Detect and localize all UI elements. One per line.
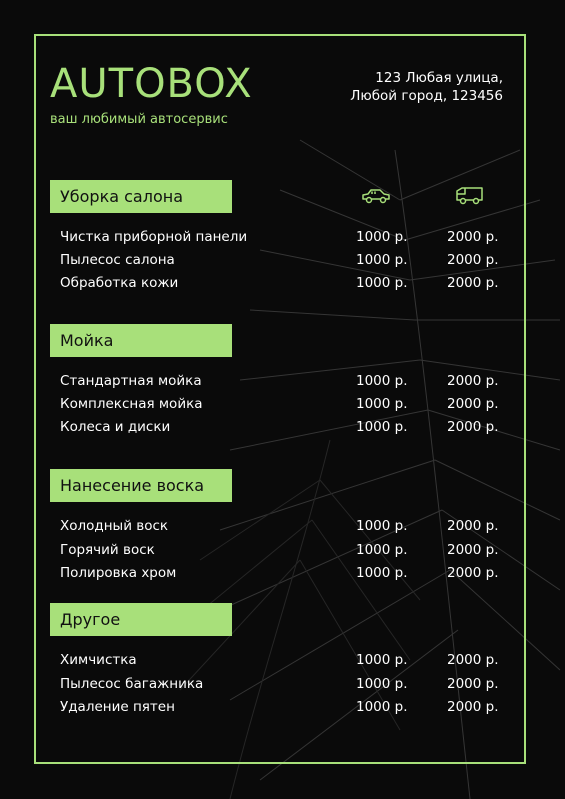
- price-car: 1000 р.: [356, 676, 408, 692]
- service-name: Колеса и диски: [60, 419, 171, 435]
- truck-icon: [455, 186, 485, 206]
- price-car: 1000 р.: [356, 518, 408, 534]
- service-name: Холодный воск: [60, 518, 169, 534]
- service-name: Полировка хром: [60, 565, 177, 581]
- section-header-wax: Нанесение воска: [50, 469, 232, 502]
- price-truck: 2000 р.: [447, 565, 499, 581]
- list-item: [60, 252, 500, 270]
- price-truck: 2000 р.: [447, 542, 499, 558]
- section-header-interior: Уборка салона: [50, 180, 232, 213]
- price-truck: 2000 р.: [447, 373, 499, 389]
- price-truck: 2000 р.: [447, 652, 499, 668]
- section-header-other: Другое: [50, 603, 232, 636]
- service-name: Горячий воск: [60, 542, 155, 558]
- list-item: [60, 676, 500, 694]
- list-item: [60, 396, 500, 414]
- price-truck: 2000 р.: [447, 229, 499, 245]
- price-truck: 2000 р.: [447, 252, 499, 268]
- price-car: 1000 р.: [356, 275, 408, 291]
- price-car: 1000 р.: [356, 396, 408, 412]
- price-truck: 2000 р.: [447, 275, 499, 291]
- price-car: 1000 р.: [356, 373, 408, 389]
- price-truck: 2000 р.: [447, 419, 499, 435]
- list-item: [60, 275, 500, 293]
- price-car: 1000 р.: [356, 652, 408, 668]
- price-car: 1000 р.: [356, 565, 408, 581]
- address-line-1: 123 Любая улица,: [375, 70, 503, 86]
- price-truck: 2000 р.: [447, 396, 499, 412]
- list-item: [60, 518, 500, 536]
- list-item: [60, 419, 500, 437]
- service-name: Удаление пятен: [60, 699, 175, 715]
- price-car: 1000 р.: [356, 252, 408, 268]
- car-icon: [361, 186, 391, 206]
- price-car: 1000 р.: [356, 419, 408, 435]
- list-item: [60, 373, 500, 391]
- price-truck: 2000 р.: [447, 699, 499, 715]
- service-name: Стандартная мойка: [60, 373, 202, 389]
- list-item: [60, 229, 500, 247]
- service-name: Химчистка: [60, 652, 137, 668]
- price-car: 1000 р.: [356, 229, 408, 245]
- price-car: 1000 р.: [356, 699, 408, 715]
- service-name: Комплексная мойка: [60, 396, 203, 412]
- list-item: [60, 652, 500, 670]
- service-name: Пылесос салона: [60, 252, 175, 268]
- service-name: Обработка кожи: [60, 275, 179, 291]
- tagline: ваш любимый автосервис: [50, 112, 228, 127]
- section-header-wash: Мойка: [50, 324, 232, 357]
- service-name: Чистка приборной панели: [60, 229, 248, 245]
- list-item: [60, 565, 500, 583]
- address: [350, 69, 503, 105]
- list-item: [60, 699, 500, 717]
- service-name: Пылесос багажника: [60, 676, 204, 692]
- list-item: [60, 542, 500, 560]
- price-truck: 2000 р.: [447, 676, 499, 692]
- brand-title: AUTOBOX: [50, 61, 253, 107]
- price-truck: 2000 р.: [447, 518, 499, 534]
- price-car: 1000 р.: [356, 542, 408, 558]
- address-line-2: Любой город, 123456: [350, 88, 503, 104]
